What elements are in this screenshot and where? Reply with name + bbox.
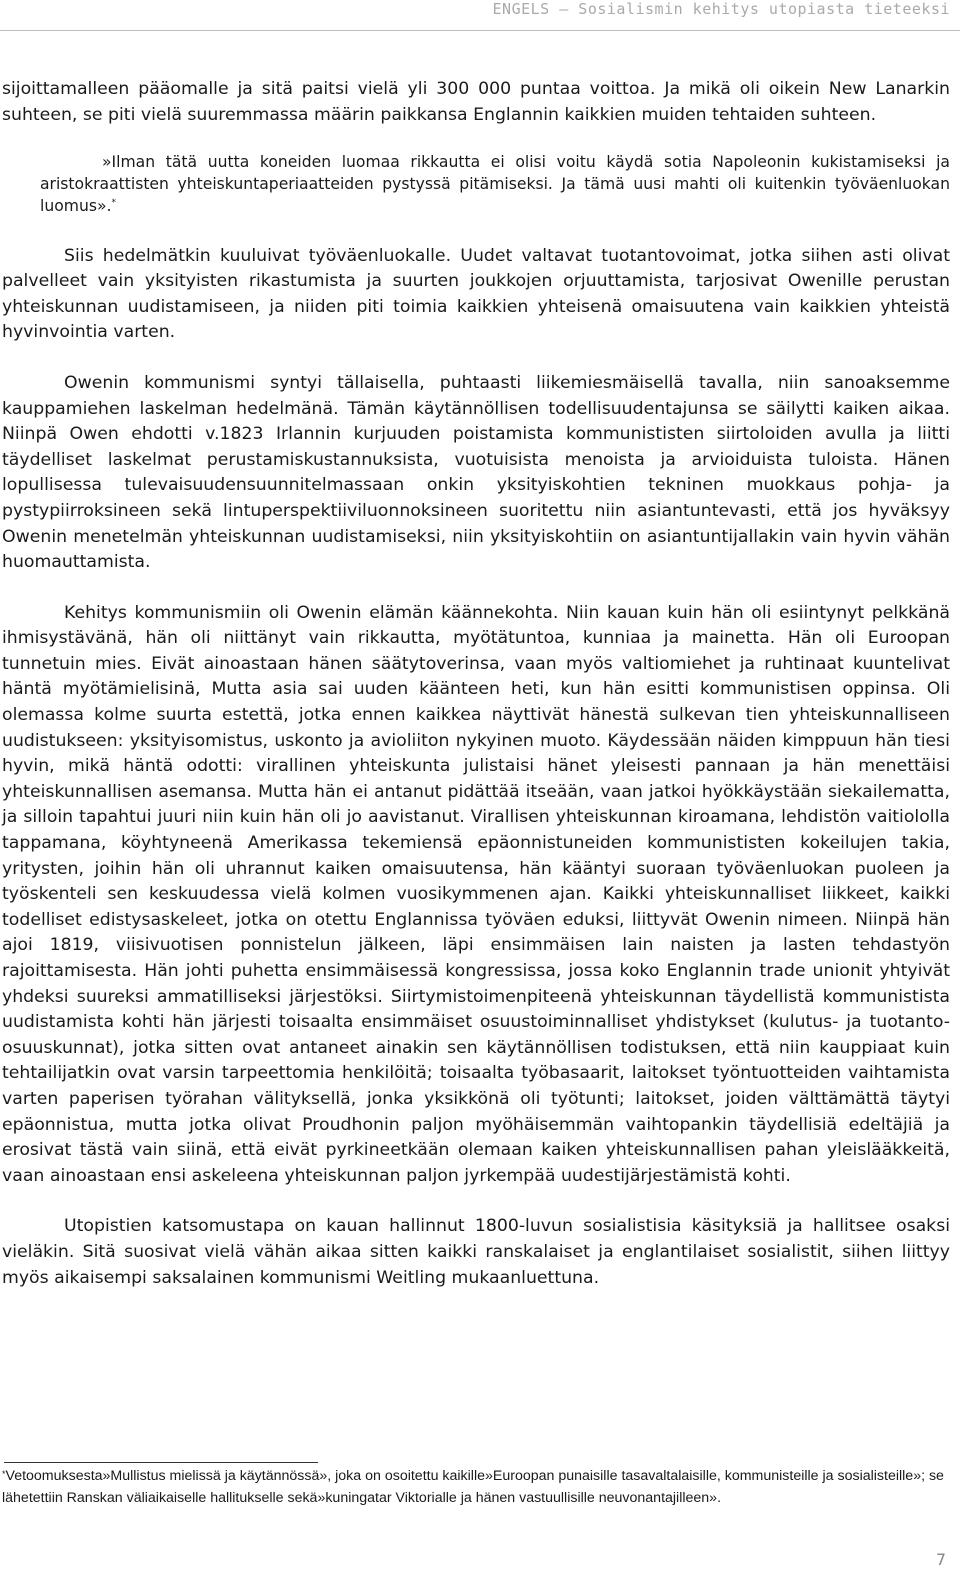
paragraph-opening: sijoittamalleen pääomalle ja sitä paitsi vielä yli 300 000 puntaa voittoa. Ja mikä oli oikein New Lanarkin suhteen, se piti vielä suuremmassa määrin paikkansa Englannin kaikkien muiden tehtaiden suhteen. [2,79,950,125]
header-rule [0,30,960,31]
paragraph-owen-communism: Owenin kommunismi syntyi tällaisella, puhtaasti liikemiesmäisellä tavalla, niin sanoaksemme kauppamiehen laskelman hedelmänä. Tämän käytännöllisen todellisuudentajunsa se säilytti kaiken aikaa. Niinpä Owen ehdotti v.1823 Irlannin kurjuuden poistamista kommunististen siirtoloiden avulla ja liitti täydelliset laskelmat perustamiskustannuksista, vuotuisista menoista ja arvioiduista tuloista. Hänen lopullisessa tulevaisuudensuunnitelmassaan onkin yksityiskohtien tekninen muokkaus pohja- ja pystypiirroksineen sekä lintuperspektiiviluonnoksineen suoritettu niin asiantuntevasti, että jos hyväksyy Owenin menetelmän yhteiskunnan uudistamiseksi, niin yksityiskohtiin on asiantuntijallakin vain hyvin vähän huomauttamista. [2,372,950,573]
quote-body: »Ilman tätä uutta koneiden luomaa rikkautta ei olisi voitu käydä sotia Napoleonin kukistamiseksi ja aristokraattisten yhteiskuntaperiaatteiden pystyssä pitämiseksi. Ja tämä uusi mahti oli kuitenkin työväenluokan luomus». [40,153,950,215]
page-number: 7 [935,1550,946,1569]
block-quote [2,152,950,217]
footnote-rule [4,1462,318,1463]
footnote-marker: * [111,197,116,208]
footnote [2,1466,950,1509]
footnote-text: Vetoomuksesta»Mullistus mielissä ja käytännössä», joka on osoitettu kaikille»Euroopan punaisille tasavaltalaisille, kommunisteille ja sosialisteille»; se lähetettiin Ranskan väliaikaiselle hallitukselle sekä»kuningatar Viktorialle ja hänen vastuullisille neuvonantajilleen». [2,1468,944,1506]
paragraph-turning-point: Kehitys kommunismiin oli Owenin elämän käännekohta. Niin kauan kuin hän oli esiintynyt pelkkänä ihmisystävänä, hän oli niittänyt vain rikkautta, myötätuntoa, kunniaa ja mainetta. Hän oli Euroopan tunnetuin mies. Eivät ainoastaan hänen säätytoverinsa, vaan myös valtiomiehet ja ruhtinaat kuuntelivat häntä myötämielisinä, Mutta asia sai uuden käänteen heti, kun hän esitti kommunistisen oppinsa. Oli olemassa kolme suurta estettä, jotka ennen kaikkea näyttivät hänestä sulkevan tien yhteiskunnalliseen uudistukseen: yksityisomistus, uskonto ja avioliiton nykyinen muoto. Käydessään näiden kimppuun hän tiesi hyvin, mikä häntä odotti: virallinen yhteiskunta julistaisi hänet yleisesti pannaan ja hän menettäisi yhteiskunnallisen asemansa. Mutta hän ei antanut pidättää itseään, vaan jatkoi hyökkäystään siekailematta, ja silloin tapahtui juuri niin kuin hän oli jo aavistanut. Virallisen yhteiskunnan kiroamana, lehdistön vaitiololla tappamana, köyhtyneenä Amerikassa tekemiensä epäonnistuneiden kommunististen kokeilujen takia, yritysten, joihin hän oli uhrannut kaiken omaisuutensa, hän kääntyi suoraan työväenluokan puoleen ja työskenteli sen keskuudessa vielä kolmen vuosikymmenen ajan. Kaikki yhteiskunnalliset liikkeet, kaikki todelliset edistysaskeleet, jotka on otettu Englannissa työväen eduksi, liittyvät Owenin nimeen. Niinpä hän ajoi 1819, viisivuotisen ponnistelun jälkeen, läpi ensimmäisen lain naisten ja lasten tehdastyön rajoittamisesta. Hän johti puhetta ensimmäisessä kongressissa, jossa koko Englannin trade unionit yhtyivät yhdeksi suureksi ammatilliseksi järjestöksi. Siirtymistoimenpiteenä yhteiskunnan täydellistä kommunistista uudistamista kohti hän järjesti toisaalta ensimmäiset osuustoiminnalliset yhdistykset (kulutus- ja tuotanto-osuuskunnat), jotka sitten ovat antaneet ainakin sen käytännöllisen todistuksen, että niin kauppiaat kuin tehtailijatkin ovat varsin tarpeettomia henkilöitä; toisaalta työbasaarit, laitokset työntuotteiden vaihtamista varten paperisen työrahan välityksellä, jonka yksikkönä oli työtunti; laitokset, joiden välttämättä täytyi epäonnistua, mutta jotka olivat Proudhonin paljon myöhäisemmän vaihtopankin täydellisiä edeltäjiä ja erosivat tästä vain siinä, että eivät pyrkineetkään olemaan kaiken yhteiskunnallisen pahan yleislääkkeitä, vaan ainoastaan ensi askeleena yhteiskunnan paljon jyrkempää uudestijärjestämistä kohti. [2,602,950,1186]
page-content [2,77,950,1291]
running-header: ENGELS – Sosialismin kehitys utopiasta tieteeksi [492,0,950,18]
footnote-symbol: * [2,1469,6,1479]
paragraph-fruits: Siis hedelmätkin kuuluivat työväenluokalle. Uudet valtavat tuotantovoimat, jotka siihen asti olivat palvelleet vain yksityisten rikastumista ja suurten joukkojen orjuuttamista, tarjosivat Owenille perustan yhteiskunnan uudistamiseen, ja niiden piti toimia kaikkien yhteisenä omaisuutena vain kaikkien yhteistä hyvinvointia varten. [2,245,950,343]
paragraph-utopists: Utopistien katsomustapa on kauan hallinnut 1800-luvun sosialistisia käsityksiä ja hallitsee osaksi vieläkin. Sitä suosivat vielä vähän aikaa sitten kaikki ranskalaiset ja englantilaiset sosialistit, siihen liittyy myös aikaisempi saksalainen kommunismi Weitling mukaanluettuna. [2,1216,950,1288]
quote-text [40,152,950,217]
